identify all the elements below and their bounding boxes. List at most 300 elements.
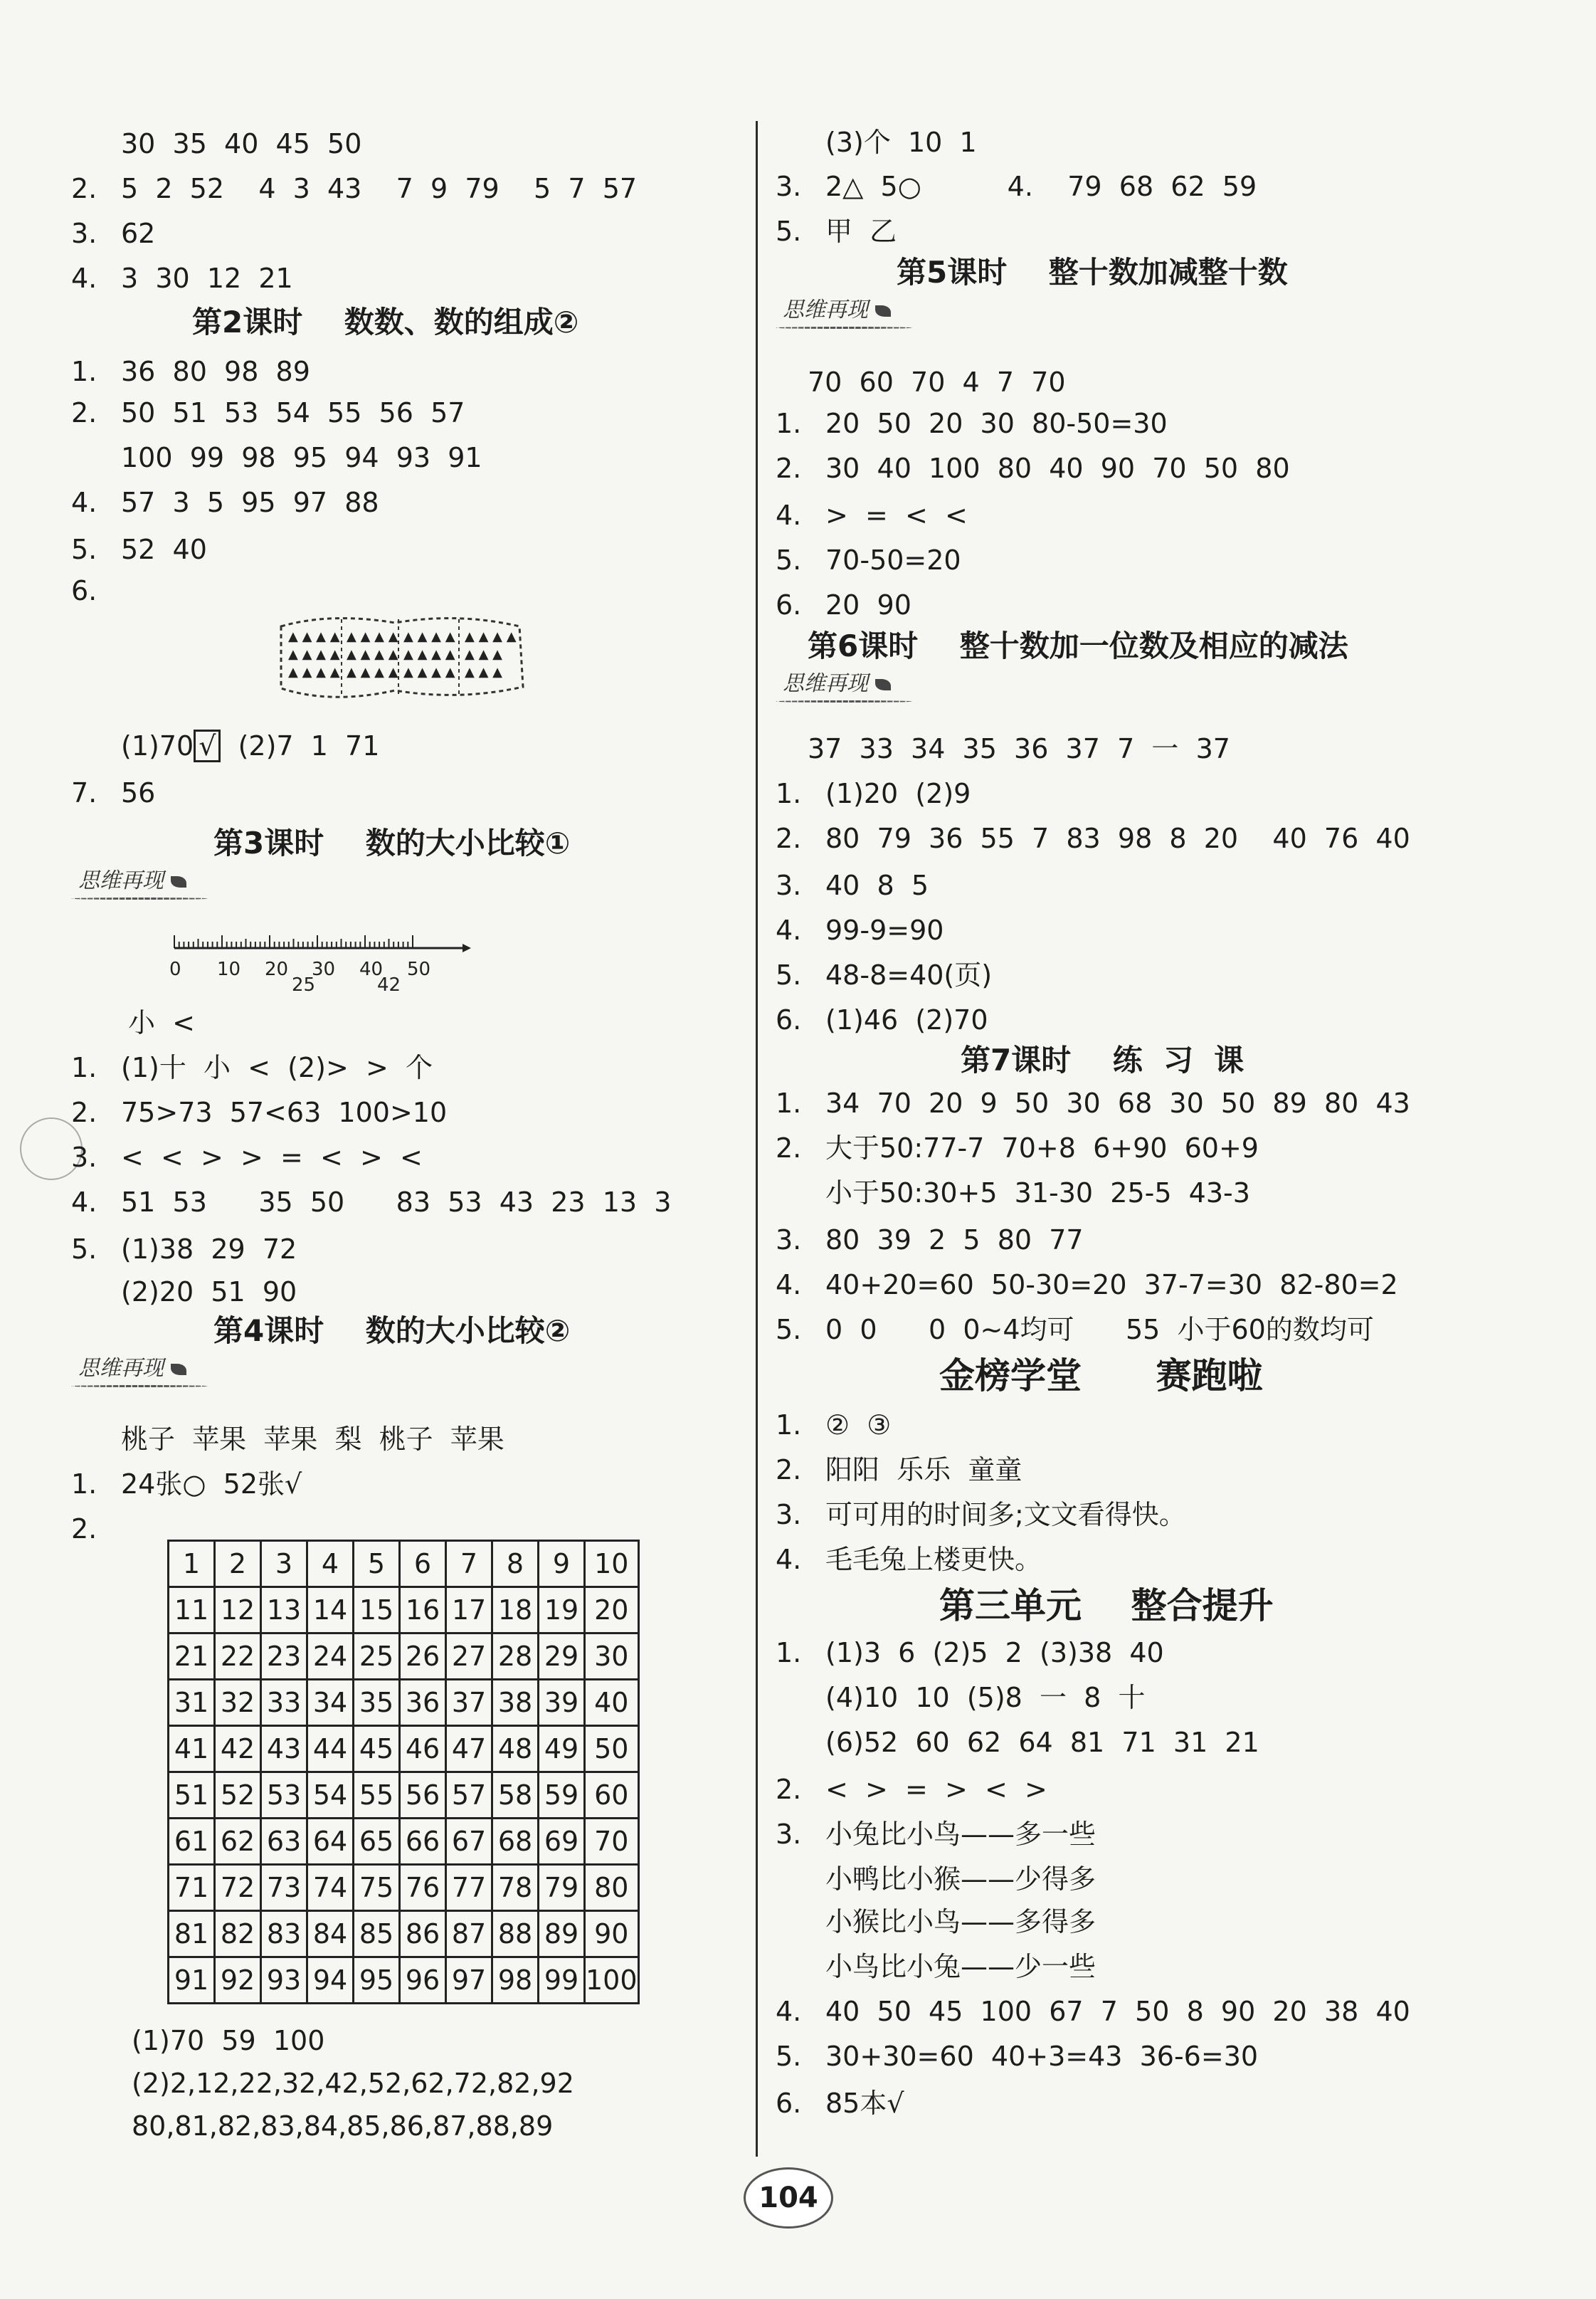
question-number: 3. bbox=[71, 218, 97, 249]
answer-text: 3 30 12 21 bbox=[121, 263, 293, 294]
hundred-chart-cell: 65 bbox=[354, 1819, 400, 1865]
hundred-chart-cell: 100 bbox=[585, 1957, 639, 2004]
svg-text:▲ ▲ ▲ ▲: ▲ ▲ ▲ ▲ bbox=[288, 665, 340, 680]
answer-line: 小鸟比小兔——少一些 bbox=[825, 1951, 1096, 1982]
question-number: 2. bbox=[776, 823, 802, 854]
answer-line bbox=[776, 778, 971, 809]
star-groups-illustration bbox=[274, 609, 530, 708]
question-number: 4. bbox=[776, 500, 802, 531]
lesson-heading: 第5课时 整十数加减整十数 bbox=[897, 255, 1288, 290]
svg-text:▲ ▲ ▲: ▲ ▲ ▲ bbox=[465, 647, 502, 662]
answer-line bbox=[71, 1468, 302, 1500]
answer-line bbox=[71, 575, 121, 606]
hundred-chart-cell: 45 bbox=[354, 1726, 400, 1772]
answer-line: 小 < bbox=[128, 1007, 195, 1038]
badge-label: 思维再现 bbox=[78, 868, 164, 893]
answer-line bbox=[776, 1004, 988, 1036]
answer-text: 30 40 100 80 40 90 70 50 80 bbox=[825, 453, 1290, 484]
hundred-chart-cell: 93 bbox=[261, 1957, 307, 2004]
hundred-chart-cell: 24 bbox=[307, 1634, 354, 1680]
column-divider bbox=[756, 121, 758, 2157]
answer-text: 48-8=40(页) bbox=[825, 959, 993, 991]
hundred-chart-cell: 47 bbox=[446, 1726, 492, 1772]
hundred-chart-cell: 18 bbox=[492, 1587, 539, 1634]
lesson-heading: 第6课时 整十数加一位数及相应的减法 bbox=[808, 628, 1348, 663]
hundred-chart-cell: 15 bbox=[354, 1587, 400, 1634]
page-number: 104 bbox=[744, 2167, 833, 2229]
question-number: 1. bbox=[776, 1409, 802, 1441]
hundred-chart-row bbox=[169, 1772, 639, 1819]
question-number: 2. bbox=[71, 1097, 97, 1128]
lesson-heading: 第3课时 数的大小比较① bbox=[213, 826, 571, 861]
answer-line bbox=[71, 397, 465, 428]
check-box: √ bbox=[194, 730, 221, 762]
hundred-chart-cell: 25 bbox=[354, 1634, 400, 1680]
answer-text: 99-9=90 bbox=[825, 915, 944, 946]
hundred-chart-cell: 43 bbox=[261, 1726, 307, 1772]
svg-text:▲ ▲ ▲ ▲: ▲ ▲ ▲ ▲ bbox=[465, 629, 517, 644]
answer-text: 80 39 2 5 80 77 bbox=[825, 1224, 1084, 1256]
answer-text: (1)3 6 (2)5 2 (3)38 40 bbox=[825, 1637, 1164, 1668]
answer-line bbox=[71, 1513, 121, 1545]
number-line bbox=[164, 925, 477, 1004]
hundred-chart-cell: 59 bbox=[539, 1772, 585, 1819]
question-number: 5. bbox=[776, 216, 802, 247]
answer-line bbox=[71, 356, 310, 387]
question-number: 4. bbox=[776, 1996, 802, 2027]
section-badge bbox=[78, 868, 186, 894]
answer-text: 34 70 20 9 50 30 68 30 50 89 80 43 bbox=[825, 1088, 1410, 1119]
question-number: 2. bbox=[776, 1454, 802, 1485]
section-heading: 第三单元 整合提升 bbox=[939, 1585, 1274, 1626]
answer-text: 甲 乙 bbox=[825, 216, 897, 247]
leaf-icon bbox=[875, 305, 891, 317]
hundred-chart-cell: 1 bbox=[169, 1541, 215, 1587]
tick-label: 20 bbox=[265, 959, 289, 980]
hundred-chart-cell: 66 bbox=[400, 1819, 446, 1865]
hundred-chart-cell: 72 bbox=[215, 1865, 261, 1911]
hundred-chart-cell: 68 bbox=[492, 1819, 539, 1865]
hundred-chart-cell: 86 bbox=[400, 1911, 446, 1957]
hundred-chart-cell: 61 bbox=[169, 1819, 215, 1865]
hundred-chart-cell: 54 bbox=[307, 1772, 354, 1819]
answer-text: (1)70 bbox=[121, 730, 194, 762]
hundred-chart-cell: 7 bbox=[446, 1541, 492, 1587]
question-number: 3. bbox=[776, 1819, 802, 1850]
answer-line: (2)20 51 90 bbox=[121, 1276, 297, 1308]
answer-text: (2)7 1 71 bbox=[221, 730, 380, 762]
section-badge bbox=[783, 671, 891, 697]
question-number: 1. bbox=[776, 778, 802, 809]
question-number: 1. bbox=[71, 1468, 97, 1500]
answer-line: (6)52 60 62 64 81 71 31 21 bbox=[825, 1727, 1259, 1758]
question-number: 4. bbox=[776, 1269, 802, 1300]
hundred-chart-row bbox=[169, 1911, 639, 1957]
answer-text: 20 50 20 30 80-50=30 bbox=[825, 408, 1168, 439]
question-number: 5. bbox=[776, 2041, 802, 2072]
answer-line bbox=[776, 1224, 1084, 1256]
answer-line bbox=[71, 1097, 447, 1128]
section-heading: 金榜学堂 赛跑啦 bbox=[939, 1355, 1263, 1396]
hundred-chart-cell: 81 bbox=[169, 1911, 215, 1957]
answer-line bbox=[71, 263, 293, 294]
leaf-icon bbox=[171, 876, 186, 888]
question-number: 3. bbox=[71, 1142, 97, 1173]
hundred-chart-row bbox=[169, 1957, 639, 2004]
answer-line bbox=[71, 1052, 433, 1083]
hundred-chart-cell: 84 bbox=[307, 1911, 354, 1957]
hundred-chart-cell: 16 bbox=[400, 1587, 446, 1634]
hundred-chart-row bbox=[169, 1680, 639, 1726]
tick-label: 42 bbox=[377, 974, 401, 996]
answer-text: (1)十 小 < (2)> > 个 bbox=[121, 1052, 433, 1083]
answer-text: 62 bbox=[121, 218, 156, 249]
hundred-chart-cell: 60 bbox=[585, 1772, 639, 1819]
hundred-chart-cell: 94 bbox=[307, 1957, 354, 2004]
question-number: 2. bbox=[776, 453, 802, 484]
answer-line bbox=[776, 1996, 1410, 2027]
answer-line: 30 35 40 45 50 bbox=[121, 128, 362, 159]
answer-line bbox=[776, 823, 1410, 854]
svg-text:▲ ▲ ▲ ▲: ▲ ▲ ▲ ▲ bbox=[288, 647, 340, 662]
hundred-chart-cell: 67 bbox=[446, 1819, 492, 1865]
question-number: 6. bbox=[71, 575, 97, 606]
hundred-chart-cell: 53 bbox=[261, 1772, 307, 1819]
hundred-chart-cell: 12 bbox=[215, 1587, 261, 1634]
hundred-chart-cell: 37 bbox=[446, 1680, 492, 1726]
hundred-chart-cell: 39 bbox=[539, 1680, 585, 1726]
hundred-chart-cell: 10 bbox=[585, 1541, 639, 1587]
hundred-chart-cell: 44 bbox=[307, 1726, 354, 1772]
answer-line bbox=[776, 870, 929, 901]
answer-line bbox=[776, 171, 1257, 202]
lesson-heading: 第2课时 数数、数的组成② bbox=[192, 305, 579, 340]
leaf-icon bbox=[171, 1364, 186, 1375]
question-number: 6. bbox=[776, 2088, 802, 2119]
hundred-chart-cell: 27 bbox=[446, 1634, 492, 1680]
svg-text:▲ ▲ ▲ ▲: ▲ ▲ ▲ ▲ bbox=[347, 665, 398, 680]
answer-line: 小于50:30+5 31-30 25-5 43-3 bbox=[825, 1177, 1250, 1209]
answer-line bbox=[71, 487, 379, 518]
answer-text: 80 79 36 55 7 83 98 8 20 40 76 40 bbox=[825, 823, 1410, 854]
hundred-chart-cell: 14 bbox=[307, 1587, 354, 1634]
answer-line bbox=[776, 216, 897, 247]
section-badge bbox=[783, 298, 891, 323]
answer-line bbox=[121, 730, 379, 762]
hundred-chart-row bbox=[169, 1634, 639, 1680]
answer-line bbox=[776, 1314, 1374, 1345]
answer-line bbox=[776, 589, 911, 621]
question-number: 6. bbox=[776, 1004, 802, 1036]
answer-line bbox=[776, 1544, 1042, 1575]
answer-line bbox=[71, 1233, 297, 1265]
hundred-chart-cell: 33 bbox=[261, 1680, 307, 1726]
question-number: 2. bbox=[776, 1774, 802, 1805]
hundred-chart-cell: 78 bbox=[492, 1865, 539, 1911]
badge-label: 思维再现 bbox=[783, 298, 868, 322]
answer-text: > = < < bbox=[825, 500, 968, 531]
answer-text: 24张○ 52张√ bbox=[121, 1468, 302, 1500]
question-number: 6. bbox=[776, 589, 802, 621]
question-number: 3. bbox=[776, 1499, 802, 1530]
answer-text: 40 50 45 100 67 7 50 8 90 20 38 40 bbox=[825, 1996, 1410, 2027]
answer-line bbox=[776, 453, 1290, 484]
hundred-chart-cell: 63 bbox=[261, 1819, 307, 1865]
hundred-chart-cell: 92 bbox=[215, 1957, 261, 2004]
hundred-chart-row bbox=[169, 1726, 639, 1772]
hundred-chart-cell: 42 bbox=[215, 1726, 261, 1772]
answer-text: 5 2 52 4 3 43 7 9 79 5 7 57 bbox=[121, 173, 638, 204]
hundred-chart-cell: 4 bbox=[307, 1541, 354, 1587]
answer-text: 2△ 5○ 4. 79 68 62 59 bbox=[825, 171, 1257, 202]
tick-label: 10 bbox=[217, 959, 241, 980]
hundred-chart-cell: 71 bbox=[169, 1865, 215, 1911]
hundred-chart-cell: 80 bbox=[585, 1865, 639, 1911]
hundred-chart-cell: 26 bbox=[400, 1634, 446, 1680]
hundred-chart-cell: 89 bbox=[539, 1911, 585, 1957]
answer-line bbox=[776, 1132, 1259, 1164]
hundred-chart-row bbox=[169, 1865, 639, 1911]
answer-text: 40+20=60 50-30=20 37-7=30 82-80=2 bbox=[825, 1269, 1398, 1300]
tick-label: 0 bbox=[169, 959, 181, 980]
answer-text: < < > > = < > < bbox=[121, 1142, 423, 1173]
hundred-chart-cell: 34 bbox=[307, 1680, 354, 1726]
question-number: 5. bbox=[776, 544, 802, 576]
hundred-chart-cell: 77 bbox=[446, 1865, 492, 1911]
question-number: 5. bbox=[776, 959, 802, 991]
hundred-chart-cell: 17 bbox=[446, 1587, 492, 1634]
hundred-chart-cell: 57 bbox=[446, 1772, 492, 1819]
hundred-chart-cell: 41 bbox=[169, 1726, 215, 1772]
hundred-chart-cell: 97 bbox=[446, 1957, 492, 2004]
question-number: 5. bbox=[71, 534, 97, 565]
hundred-chart-cell: 95 bbox=[354, 1957, 400, 2004]
answer-line: 70 60 70 4 7 70 bbox=[808, 367, 1066, 398]
svg-text:▲ ▲ ▲ ▲: ▲ ▲ ▲ ▲ bbox=[288, 629, 340, 644]
hundred-chart-cell: 35 bbox=[354, 1680, 400, 1726]
badge-label: 思维再现 bbox=[783, 671, 868, 696]
hundred-chart-cell: 13 bbox=[261, 1587, 307, 1634]
answer-line bbox=[71, 218, 155, 249]
svg-text:▲ ▲ ▲ ▲: ▲ ▲ ▲ ▲ bbox=[403, 647, 455, 662]
answer-text: (1)38 29 72 bbox=[121, 1233, 297, 1265]
tick-label: 30 bbox=[312, 959, 336, 980]
question-number: 3. bbox=[776, 171, 802, 202]
hundred-chart-cell: 19 bbox=[539, 1587, 585, 1634]
section-badge bbox=[78, 1356, 186, 1382]
answer-line bbox=[776, 915, 944, 946]
hundred-chart-cell: 87 bbox=[446, 1911, 492, 1957]
hundred-chart-cell: 49 bbox=[539, 1726, 585, 1772]
hundred-chart-cell: 50 bbox=[585, 1726, 639, 1772]
tick-label: 50 bbox=[407, 959, 431, 980]
hundred-chart-cell: 23 bbox=[261, 1634, 307, 1680]
svg-text:▲ ▲ ▲ ▲: ▲ ▲ ▲ ▲ bbox=[347, 647, 398, 662]
hundred-chart-cell: 5 bbox=[354, 1541, 400, 1587]
hundred-chart-cell: 82 bbox=[215, 1911, 261, 1957]
answer-text: 0 0 0 0~4均可 55 小于60的数均可 bbox=[825, 1314, 1374, 1345]
answer-line bbox=[776, 500, 968, 531]
hundred-chart-cell: 20 bbox=[585, 1587, 639, 1634]
answer-line bbox=[71, 173, 637, 204]
question-number: 3. bbox=[776, 870, 802, 901]
question-number: 2. bbox=[71, 173, 97, 204]
answer-line: (1)70 59 100 bbox=[132, 2025, 325, 2056]
hundred-chart-cell: 32 bbox=[215, 1680, 261, 1726]
hundred-chart-cell: 36 bbox=[400, 1680, 446, 1726]
answer-line: (4)10 10 (5)8 一 8 十 bbox=[825, 1682, 1146, 1713]
answer-line bbox=[776, 1819, 1096, 1850]
hundred-chart-cell: 28 bbox=[492, 1634, 539, 1680]
answer-line bbox=[776, 1774, 1047, 1805]
hundred-chart-cell: 22 bbox=[215, 1634, 261, 1680]
question-number: 2. bbox=[776, 1132, 802, 1164]
question-number: 1. bbox=[71, 356, 97, 387]
question-number: 4. bbox=[776, 915, 802, 946]
answer-text: 36 80 98 89 bbox=[121, 356, 310, 387]
hundred-chart-cell: 56 bbox=[400, 1772, 446, 1819]
answer-line bbox=[71, 777, 155, 809]
answer-line bbox=[776, 1499, 1186, 1530]
hundred-chart-cell: 38 bbox=[492, 1680, 539, 1726]
answer-text: 20 90 bbox=[825, 589, 911, 621]
question-number: 7. bbox=[71, 777, 97, 809]
hundred-chart-cell: 30 bbox=[585, 1634, 639, 1680]
hundred-chart-cell: 76 bbox=[400, 1865, 446, 1911]
hundred-chart-cell: 46 bbox=[400, 1726, 446, 1772]
hundred-chart-cell: 58 bbox=[492, 1772, 539, 1819]
answer-line bbox=[776, 1454, 1022, 1485]
answer-text: ② ③ bbox=[825, 1409, 892, 1441]
answer-line bbox=[776, 544, 961, 576]
hundred-chart-cell: 48 bbox=[492, 1726, 539, 1772]
question-number: 2. bbox=[71, 1513, 97, 1545]
lesson-heading: 第4课时 数的大小比较② bbox=[213, 1313, 571, 1348]
question-number: 1. bbox=[776, 1088, 802, 1119]
question-number: 4. bbox=[71, 1187, 97, 1218]
answer-line bbox=[776, 1088, 1410, 1119]
answer-line: 桃子 苹果 苹果 梨 桃子 苹果 bbox=[121, 1424, 504, 1455]
hundred-chart-cell: 79 bbox=[539, 1865, 585, 1911]
answer-line bbox=[776, 959, 992, 991]
question-number: 4. bbox=[776, 1544, 802, 1575]
answer-line: 80,81,82,83,84,85,86,87,88,89 bbox=[132, 2110, 554, 2142]
hundred-chart-cell: 85 bbox=[354, 1911, 400, 1957]
answer-line bbox=[71, 1142, 423, 1173]
svg-text:▲ ▲ ▲ ▲: ▲ ▲ ▲ ▲ bbox=[403, 629, 455, 644]
answer-line: (3)个 10 1 bbox=[825, 127, 977, 158]
hundred-chart-cell: 64 bbox=[307, 1819, 354, 1865]
hundred-chart-cell: 62 bbox=[215, 1819, 261, 1865]
svg-text:▲ ▲ ▲ ▲: ▲ ▲ ▲ ▲ bbox=[347, 629, 398, 644]
answer-line bbox=[776, 2041, 1258, 2072]
answer-text: < > = > < > bbox=[825, 1774, 1047, 1805]
hundred-chart-cell: 52 bbox=[215, 1772, 261, 1819]
hundred-chart-cell: 70 bbox=[585, 1819, 639, 1865]
answer-line bbox=[776, 408, 1168, 439]
hundred-chart-cell: 31 bbox=[169, 1680, 215, 1726]
answer-text: 阳阳 乐乐 童童 bbox=[825, 1454, 1022, 1485]
hundred-chart-cell: 9 bbox=[539, 1541, 585, 1587]
svg-text:▲ ▲ ▲ ▲: ▲ ▲ ▲ ▲ bbox=[403, 665, 455, 680]
hundred-chart-cell: 75 bbox=[354, 1865, 400, 1911]
hundred-chart-cell: 11 bbox=[169, 1587, 215, 1634]
hundred-chart-cell: 29 bbox=[539, 1634, 585, 1680]
answer-text: 85本√ bbox=[825, 2088, 904, 2119]
answer-line bbox=[776, 1637, 1164, 1668]
hundred-chart-cell: 99 bbox=[539, 1957, 585, 2004]
hundred-chart-cell: 83 bbox=[261, 1911, 307, 1957]
hundred-chart-cell: 2 bbox=[215, 1541, 261, 1587]
question-number: 4. bbox=[71, 263, 97, 294]
question-number: 5. bbox=[776, 1314, 802, 1345]
answer-text: (1)20 (2)9 bbox=[825, 778, 971, 809]
question-number: 2. bbox=[71, 397, 97, 428]
answer-line: 100 99 98 95 94 93 91 bbox=[121, 442, 482, 473]
answer-text: 大于50:77-7 70+8 6+90 60+9 bbox=[825, 1132, 1259, 1164]
answer-line: 小鸭比小猴——少得多 bbox=[825, 1863, 1096, 1895]
hundred-chart-cell: 40 bbox=[585, 1680, 639, 1726]
answer-line bbox=[776, 1269, 1398, 1300]
leaf-icon bbox=[875, 679, 891, 690]
answer-text: 52 40 bbox=[121, 534, 207, 565]
answer-line: (2)2,12,22,32,42,52,62,72,82,92 bbox=[132, 2068, 574, 2099]
answer-text: 30+30=60 40+3=43 36-6=30 bbox=[825, 2041, 1259, 2072]
hundred-chart-cell: 88 bbox=[492, 1911, 539, 1957]
answer-text: 56 bbox=[121, 777, 156, 809]
answer-text: 50 51 53 54 55 56 57 bbox=[121, 397, 465, 428]
question-number: 5. bbox=[71, 1233, 97, 1265]
answer-text: 70-50=20 bbox=[825, 544, 961, 576]
hundred-chart-cell: 51 bbox=[169, 1772, 215, 1819]
lesson-heading: 第7课时 练 习 课 bbox=[961, 1043, 1244, 1078]
hundred-chart-row bbox=[169, 1587, 639, 1634]
hundred-chart-row bbox=[169, 1819, 639, 1865]
question-number: 1. bbox=[776, 408, 802, 439]
tick-label: 40 bbox=[359, 959, 384, 980]
answer-text: 40 8 5 bbox=[825, 870, 929, 901]
answer-text: 毛毛兔上楼更快。 bbox=[825, 1544, 1042, 1575]
hundred-chart-cell: 91 bbox=[169, 1957, 215, 2004]
hundred-chart bbox=[167, 1540, 640, 2004]
tick-label: 25 bbox=[292, 974, 316, 996]
answer-line bbox=[71, 1187, 671, 1218]
answer-line: 37 33 34 35 36 37 7 一 37 bbox=[808, 733, 1230, 764]
answer-text: 小兔比小鸟——多一些 bbox=[825, 1819, 1096, 1850]
svg-text:▲ ▲ ▲: ▲ ▲ ▲ bbox=[465, 665, 502, 680]
badge-label: 思维再现 bbox=[78, 1356, 164, 1381]
question-number: 1. bbox=[71, 1052, 97, 1083]
answer-line bbox=[71, 534, 207, 565]
hundred-chart-cell: 69 bbox=[539, 1819, 585, 1865]
question-number: 4. bbox=[71, 487, 97, 518]
answer-text: 75>73 57<63 100>10 bbox=[121, 1097, 448, 1128]
hundred-chart-cell: 74 bbox=[307, 1865, 354, 1911]
hundred-chart-cell: 98 bbox=[492, 1957, 539, 2004]
answer-text: 可可用的时间多;文文看得快。 bbox=[825, 1499, 1186, 1530]
answer-line bbox=[776, 2088, 904, 2119]
hundred-chart-cell: 6 bbox=[400, 1541, 446, 1587]
hundred-chart-cell: 73 bbox=[261, 1865, 307, 1911]
hundred-chart-cell: 3 bbox=[261, 1541, 307, 1587]
answer-text: 51 53 35 50 83 53 43 23 13 3 bbox=[121, 1187, 672, 1218]
hundred-chart-cell: 8 bbox=[492, 1541, 539, 1587]
hundred-chart-cell: 90 bbox=[585, 1911, 639, 1957]
answer-line bbox=[776, 1409, 891, 1441]
answer-line: 小猴比小鸟——多得多 bbox=[825, 1906, 1096, 1937]
hundred-chart-cell: 55 bbox=[354, 1772, 400, 1819]
answer-text: 57 3 5 95 97 88 bbox=[121, 487, 379, 518]
